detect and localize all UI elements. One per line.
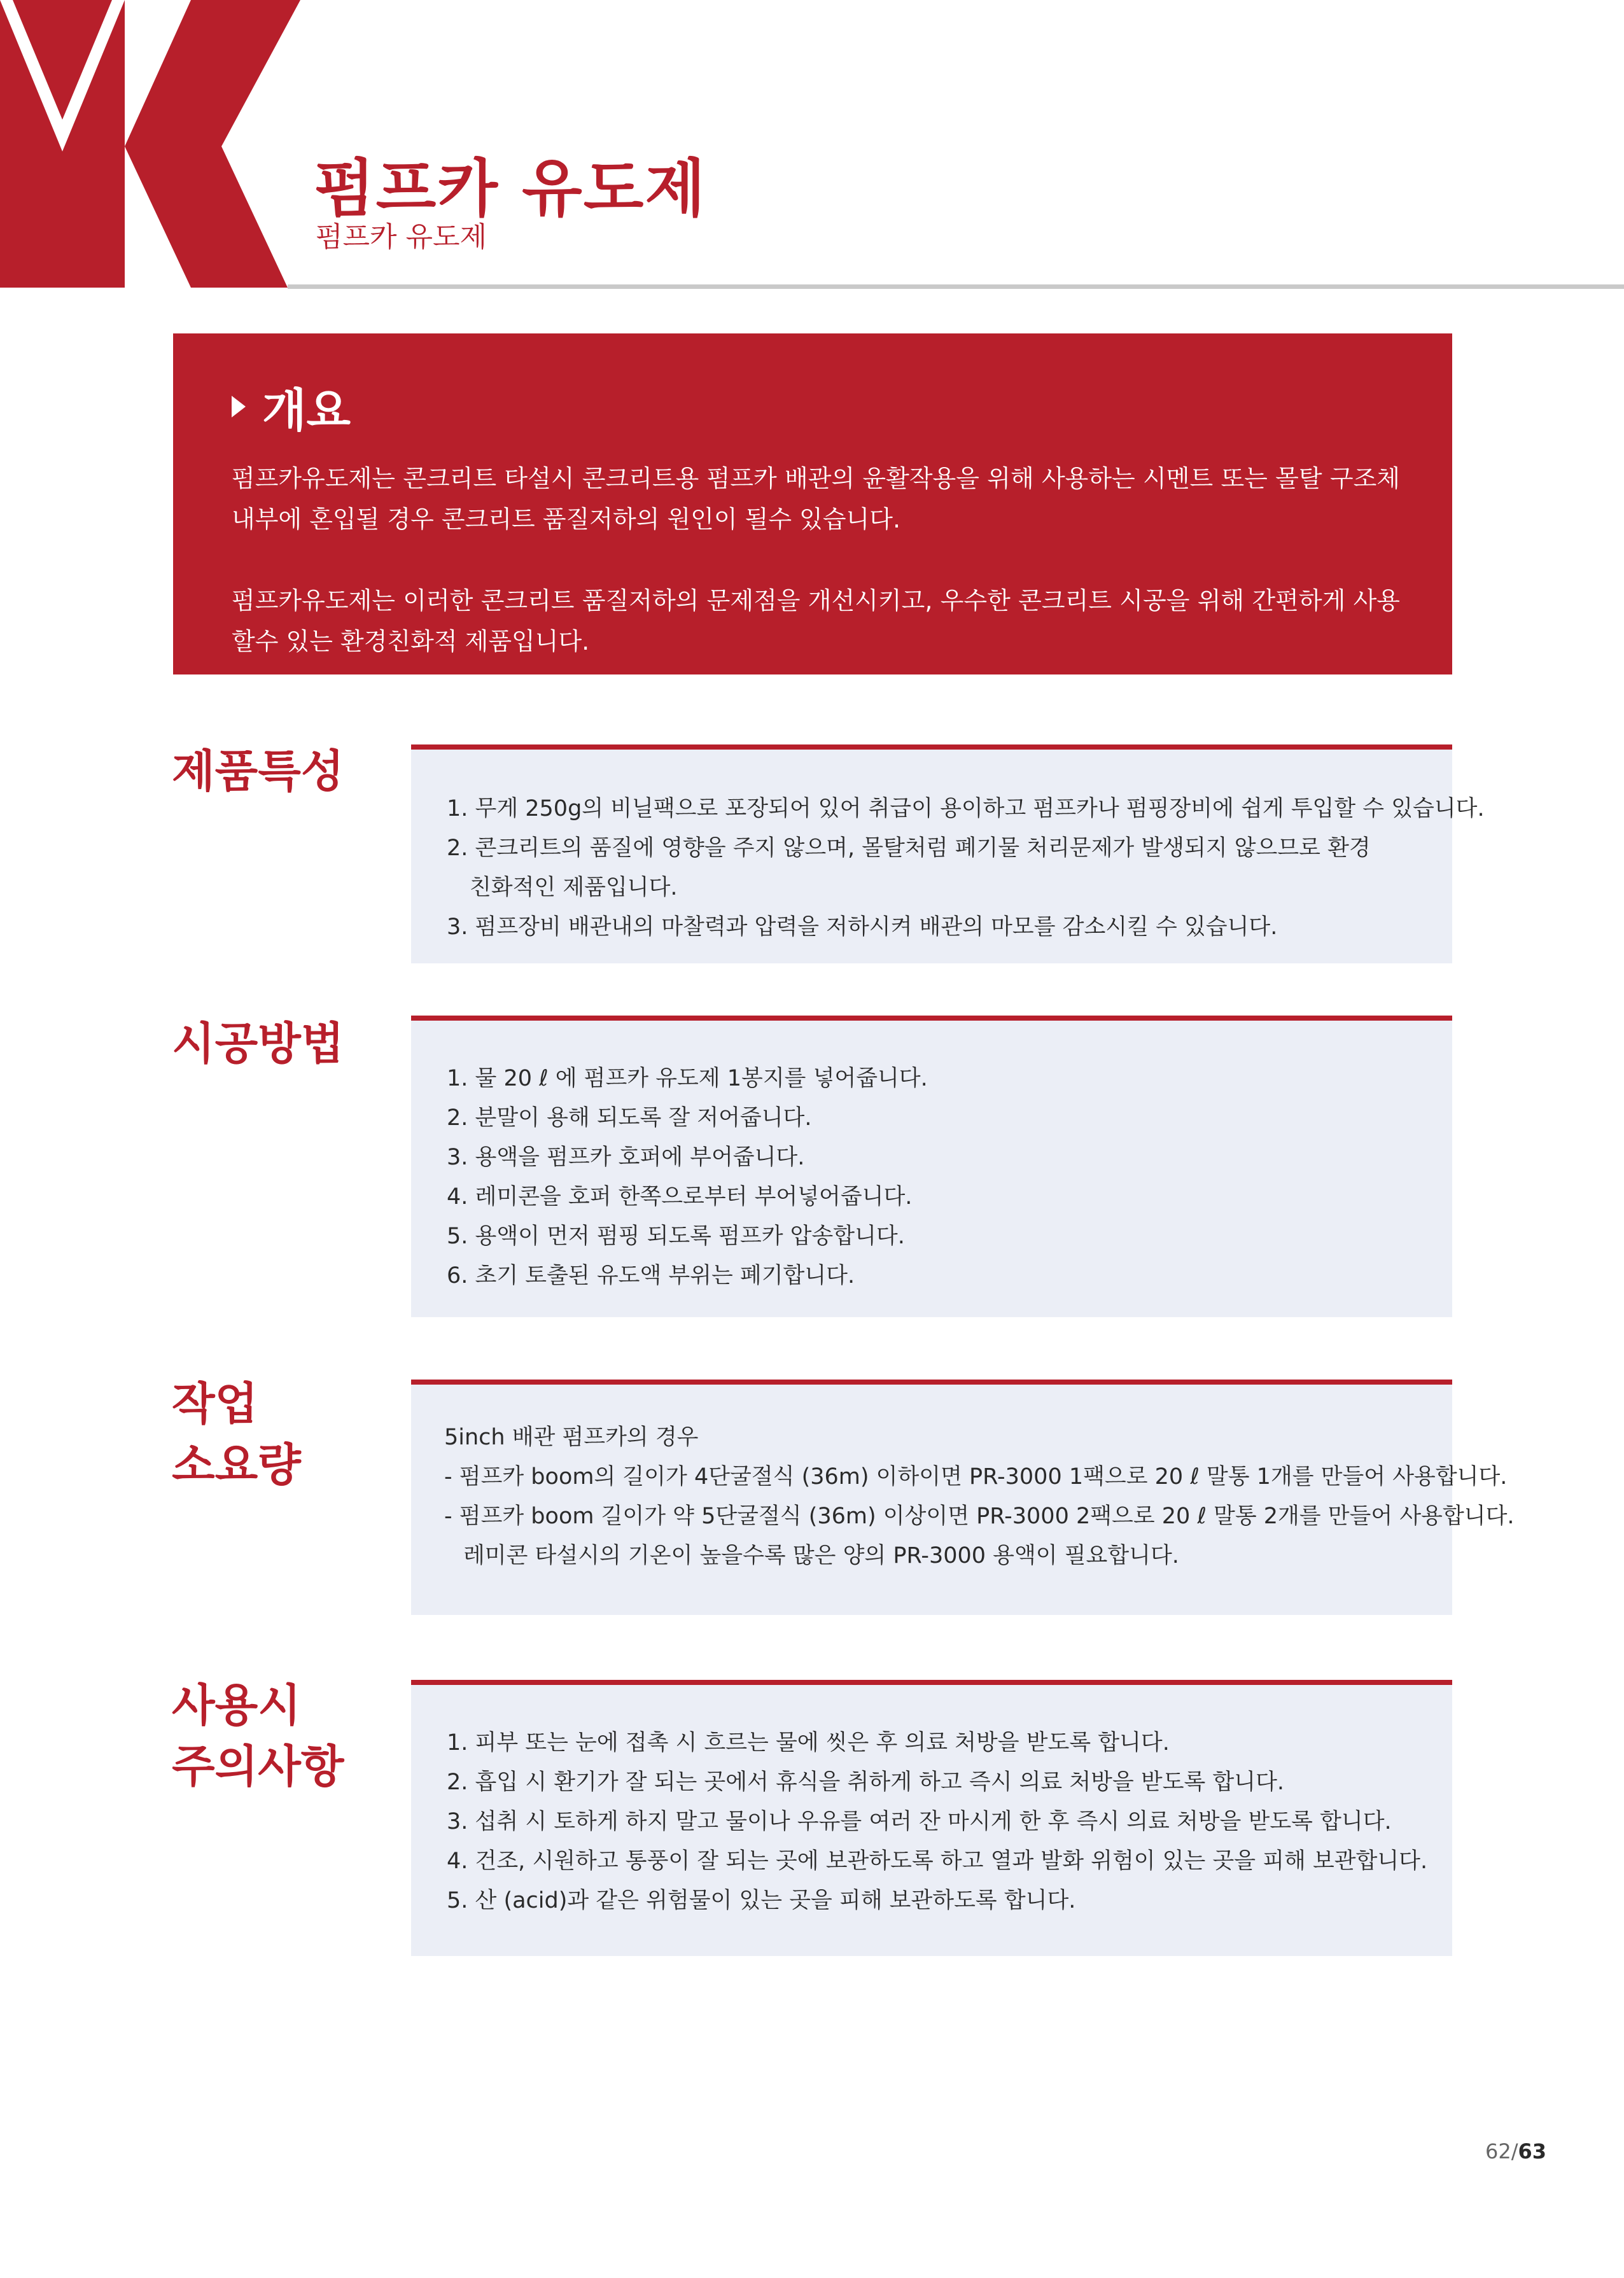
caution-title bbox=[172, 1675, 344, 1797]
overview-paragraph-1: 펌프카유도제는 콘크리트 타설시 콘크리트용 펌프카 배관의 윤활작용을 위해 사용하는 시멘트 또는 몰탈 구조체 내부에 혼입될 경우 콘크리트 품질저하의 원인이 될수 있습니다. bbox=[232, 465, 1400, 533]
overview-paragraph-2: 펌프카유도제는 이러한 콘크리트 품질저하의 문제점을 개선시키고, 우수한 콘크리트 시공을 위해 간편하게 사용할수 있는 환경친화적 제품입니다. bbox=[232, 587, 1400, 655]
usage-item-3: - 펌프카 boom 길이가 약 5단굴절식 (36m) 이상이면 PR-3000 2팩으로 20 ℓ 말통 2개를 만들어 사용합니다. bbox=[444, 1504, 1515, 1529]
features-title: 제품특성 bbox=[172, 745, 344, 797]
overview-heading-label: 개요 bbox=[262, 384, 351, 437]
brand-logo-k bbox=[0, 0, 305, 288]
caution-title-line-1: 사용시 bbox=[172, 1679, 301, 1731]
page-current: 62/ bbox=[1485, 2139, 1518, 2163]
features-item-2-cont: 친화적인 제품입니다. bbox=[470, 875, 678, 900]
usage-item-1: 5inch 배관 펌프카의 경우 bbox=[444, 1425, 699, 1450]
caution-item-5: 5. 산 (acid)과 같은 위험물이 있는 곳을 피해 보관하도록 합니다. bbox=[447, 1888, 1076, 1913]
triangle-bullet-icon bbox=[232, 396, 246, 417]
method-title: 시공방법 bbox=[172, 1017, 344, 1070]
page-subtitle: 펌프카 유도제 bbox=[316, 221, 487, 253]
method-item-4: 4. 레미콘을 호퍼 한쪽으로부터 부어넣어줍니다. bbox=[447, 1184, 913, 1210]
overview-panel bbox=[173, 333, 1452, 674]
method-item-6: 6. 초기 토출된 유도액 부위는 폐기합니다. bbox=[447, 1263, 855, 1289]
usage-panel bbox=[411, 1380, 1515, 1615]
caution-title-line-2: 주의사항 bbox=[172, 1740, 344, 1792]
usage-title-line-1: 작업 bbox=[172, 1378, 258, 1430]
usage-title bbox=[172, 1373, 301, 1495]
usage-item-4: 레미콘 타설시의 기온이 높을수록 많은 양의 PR-3000 용액이 필요합니다. bbox=[463, 1543, 1179, 1569]
features-panel bbox=[411, 744, 1485, 963]
page-title: 펌프카 유도제 bbox=[314, 153, 707, 225]
method-panel bbox=[411, 1016, 1452, 1317]
page-number bbox=[1485, 2139, 1546, 2163]
features-item-1: 1. 무게 250g의 비닐팩으로 포장되어 있어 취급이 용이하고 펌프카나 펌핑장비에 쉽게 투입할 수 있습니다. bbox=[447, 796, 1485, 821]
method-item-1: 1. 물 20 ℓ 에 펌프카 유도제 1봉지를 넣어줍니다. bbox=[447, 1066, 928, 1091]
caution-item-1: 1. 피부 또는 눈에 접촉 시 흐르는 물에 씻은 후 의료 처방을 받도록 합니다. bbox=[447, 1730, 1170, 1756]
page-total: 63 bbox=[1518, 2139, 1547, 2163]
header-rule bbox=[288, 284, 1624, 289]
caution-item-3: 3. 섭취 시 토하게 하지 말고 물이나 우유를 여러 잔 마시게 한 후 즉시 의료 처방을 받도록 합니다. bbox=[447, 1809, 1392, 1834]
overview-heading bbox=[232, 378, 1400, 435]
features-item-3: 3. 펌프장비 배관내의 마찰력과 압력을 저하시켜 배관의 마모를 감소시킬 수 있습니다. bbox=[447, 914, 1278, 940]
caution-item-4: 4. 건조, 시원하고 통풍이 잘 되는 곳에 보관하도록 하고 열과 발화 위험이 있는 곳을 피해 보관합니다. bbox=[447, 1848, 1428, 1874]
usage-item-2: - 펌프카 boom의 길이가 4단굴절식 (36m) 이하이면 PR-3000 1팩으로 20 ℓ 말통 1개를 만들어 사용합니다. bbox=[444, 1464, 1508, 1490]
method-item-3: 3. 용액을 펌프카 호퍼에 부어줍니다. bbox=[447, 1145, 805, 1170]
usage-title-line-2: 소요량 bbox=[172, 1439, 301, 1491]
method-item-5: 5. 용액이 먼저 펌핑 되도록 펌프카 압송합니다. bbox=[447, 1224, 905, 1249]
method-item-2: 2. 분말이 용해 되도록 잘 저어줍니다. bbox=[447, 1105, 812, 1131]
caution-item-2: 2. 흡입 시 환기가 잘 되는 곳에서 휴식을 취하게 하고 즉시 의료 처방을 받도록 합니다. bbox=[447, 1770, 1285, 1795]
features-item-2: 2. 콘크리트의 품질에 영향을 주지 않으며, 몰탈처럼 폐기물 처리문제가 발생되지 않으므로 환경 bbox=[447, 835, 1371, 861]
caution-panel bbox=[411, 1680, 1452, 1956]
